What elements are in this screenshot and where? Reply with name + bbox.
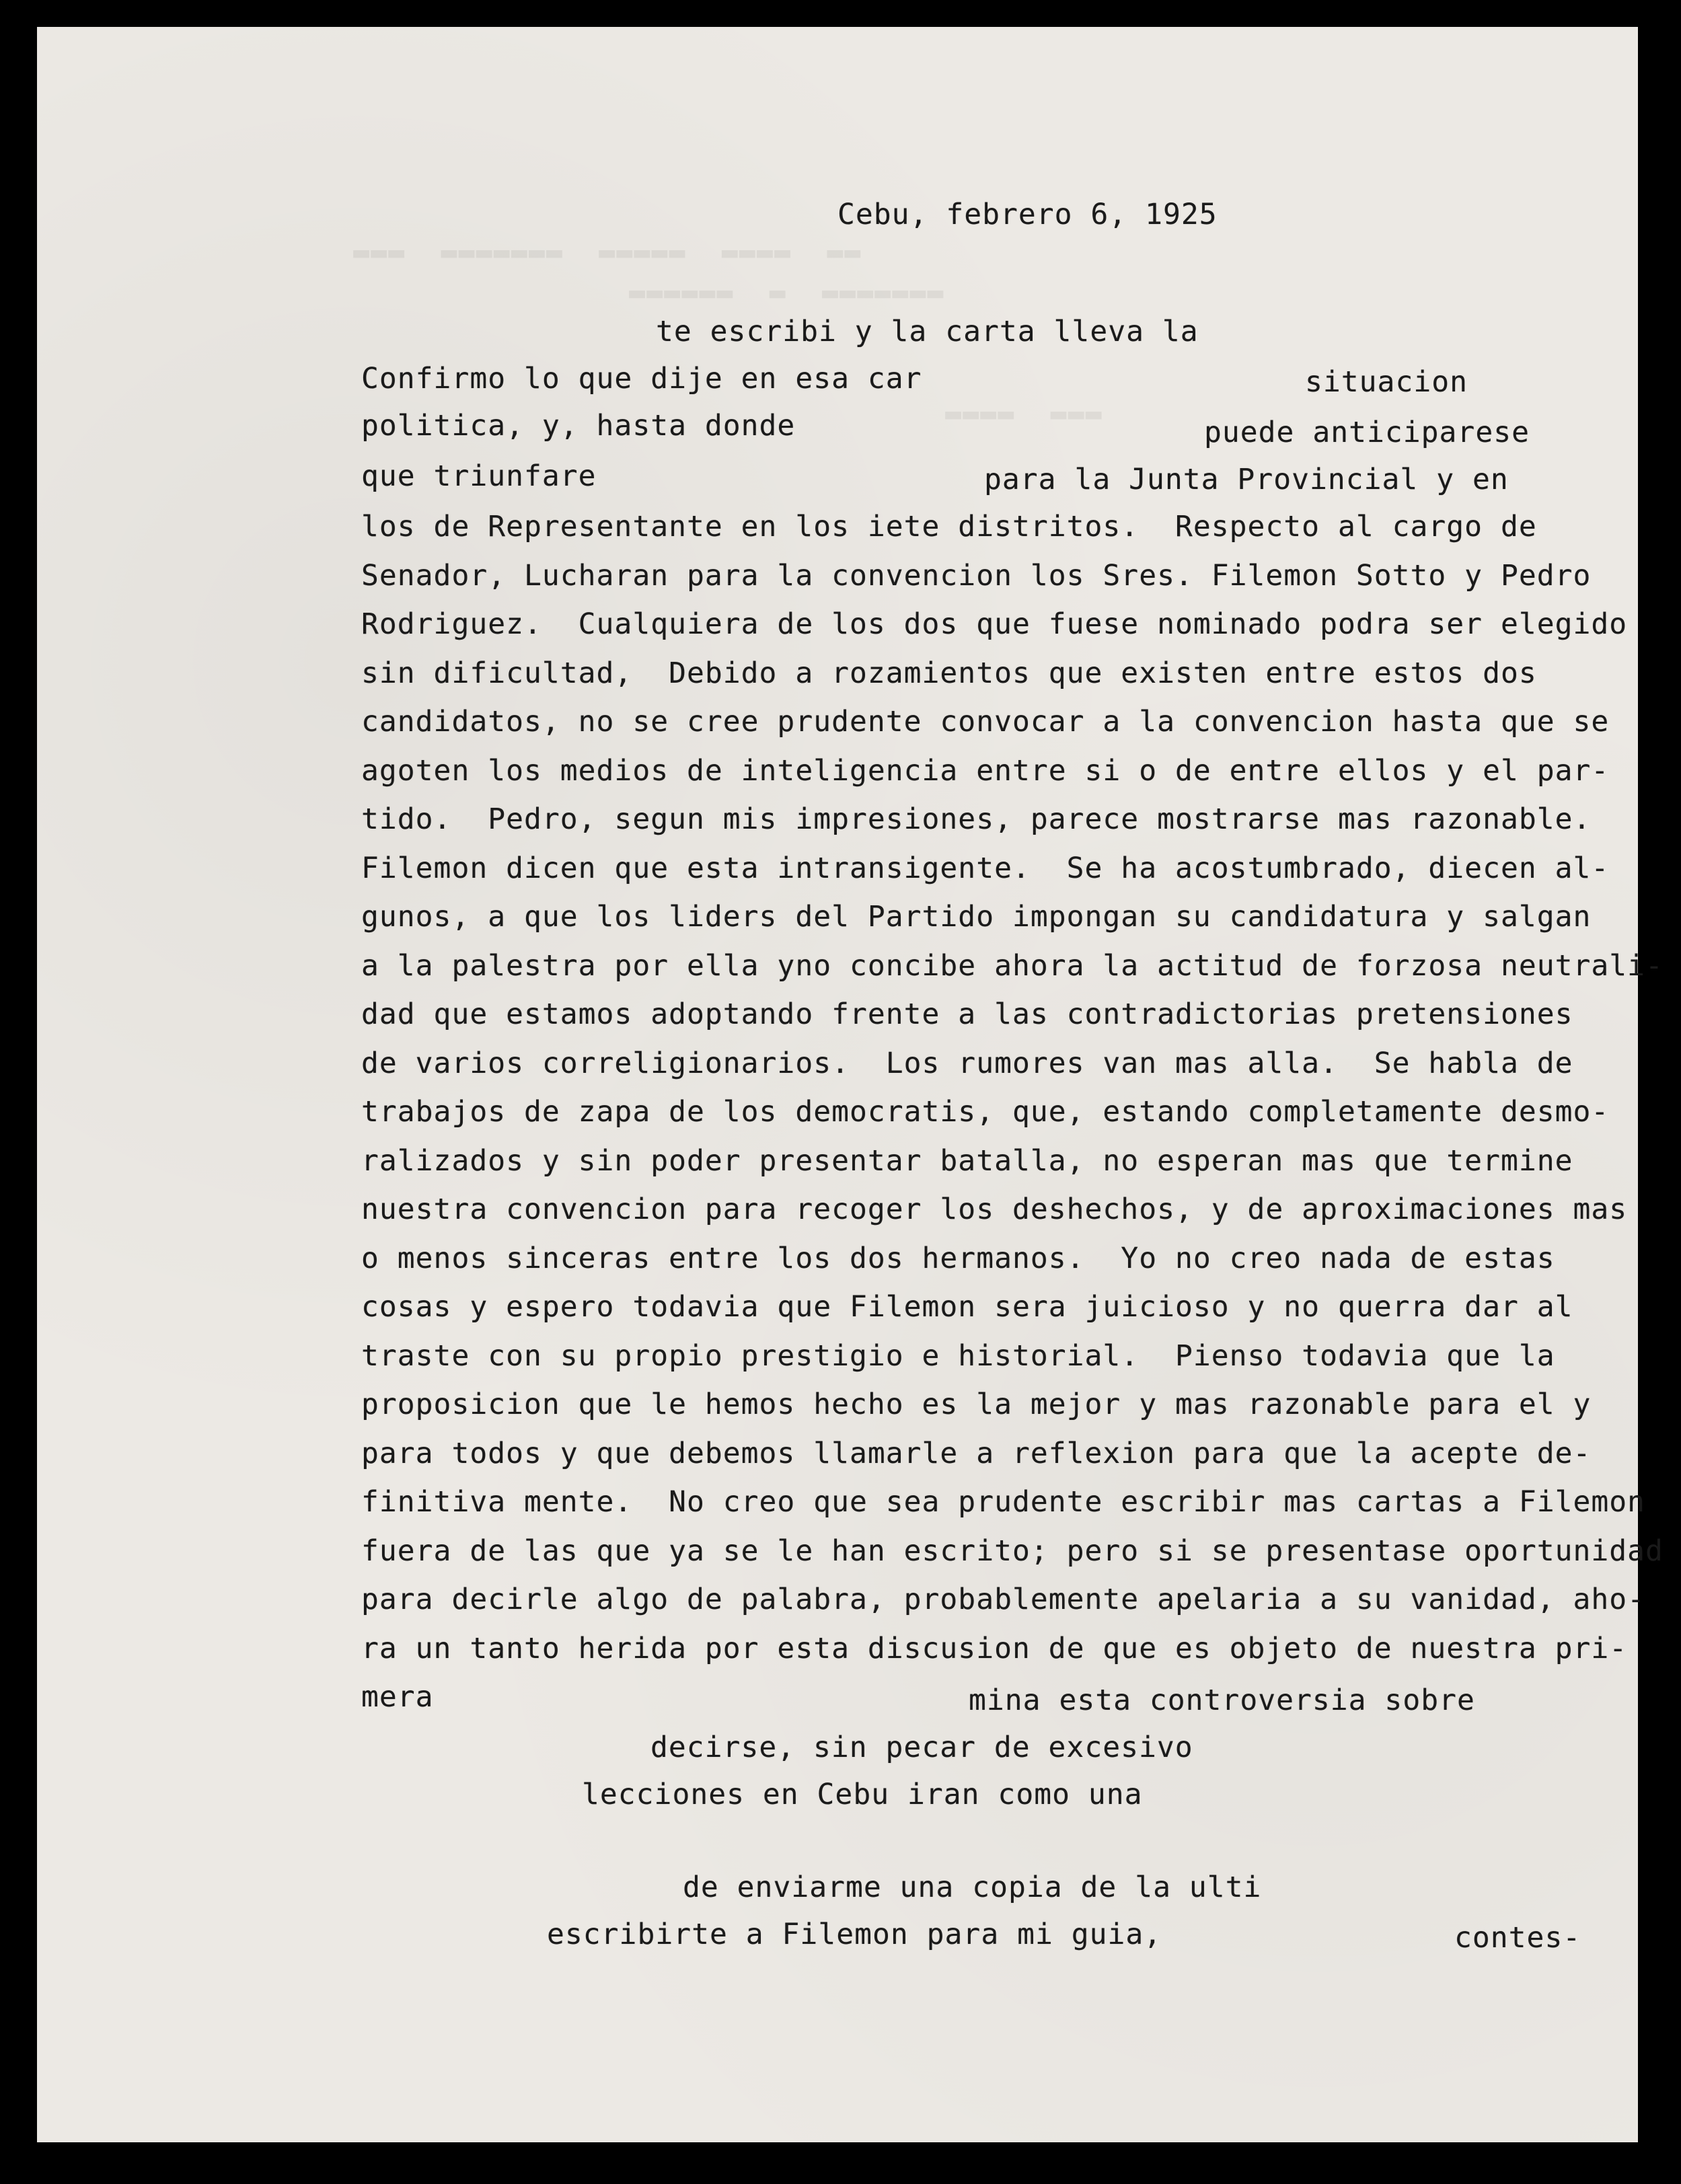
letter-line: puede anticiparese — [1204, 416, 1530, 449]
letter-line: o menos sinceras entre los dos hermanos. Yo no creo nada de estas — [361, 1242, 1555, 1275]
bleed-through-mark: ▬▬▬ ▬▬▬▬▬▬▬ ▬▬▬▬▬ ▬▬▬▬ ▬▬ — [353, 237, 862, 268]
letter-line: candidatos, no se cree prudente convocar a la convencion hasta que se — [361, 705, 1610, 739]
letter-line: nuestra convencion para recoger los deshechos, y de aproximaciones mas — [361, 1193, 1628, 1226]
letter-line: dad que estamos adoptando frente a las contradictorias pretensiones — [361, 997, 1573, 1031]
letter-line: los de Representante en los iete distritos. Respecto al cargo de — [361, 510, 1537, 543]
letter-line: sin dificultad, Debido a rozamientos que existen entre estos dos — [361, 656, 1537, 690]
letter-line: contes- — [1454, 1921, 1581, 1955]
letter-line: traste con su propio prestigio e historial. Pienso todavia que la — [361, 1339, 1555, 1373]
letter-line: escribirte a Filemon para mi guia, — [547, 1918, 1162, 1951]
letter-line: agoten los medios de inteligencia entre si o de entre ellos y el par- — [361, 754, 1610, 788]
letter-line: Confirmo lo que dije en esa car — [361, 362, 922, 396]
letter-line: ralizados y sin poder presentar batalla, no esperan mas que termine — [361, 1144, 1573, 1178]
letter-date: Cebu, febrero 6, 1925 — [837, 198, 1218, 231]
letter-line: cosas y espero todavia que Filemon sera juicioso y no querra dar al — [361, 1290, 1573, 1324]
letter-line: trabajos de zapa de los democratis, que, estando completamente desmo- — [361, 1095, 1610, 1129]
letter-line: decirse, sin pecar de excesivo — [650, 1731, 1193, 1764]
letter-line: finitiva mente. No creo que sea prudente escribir mas cartas a Filemon — [361, 1485, 1646, 1519]
letter-line: de varios correligionarios. Los rumores van mas alla. Se habla de — [361, 1047, 1573, 1080]
bleed-through-mark: ▬▬▬▬ ▬▬▬ — [945, 398, 1103, 429]
letter-line: situacion — [1305, 365, 1468, 399]
letter-line: politica, y, hasta donde — [361, 409, 796, 443]
letter-line: mera — [361, 1680, 434, 1714]
letter-line: Filemon dicen que esta intransigente. Se ha acostumbrado, diecen al- — [361, 852, 1610, 885]
letter-line: Senador, Lucharan para la convencion los Sres. Filemon Sotto y Pedro — [361, 559, 1592, 593]
letter-line: te escribi y la carta lleva la — [656, 315, 1199, 348]
letter-line: que triunfare — [361, 459, 597, 493]
letter-line: fuera de las que ya se le han escrito; pero si se presentase oportunidad — [361, 1534, 1664, 1568]
letter-line: de enviarme una copia de la ulti — [683, 1871, 1262, 1904]
letter-line: lecciones en Cebu iran como una — [582, 1778, 1143, 1811]
letter-line: ra un tanto herida por esta discusion de que es objeto de nuestra pri- — [361, 1632, 1628, 1665]
letter-line: gunos, a que los liders del Partido impongan su candidatura y salgan — [361, 900, 1592, 934]
letter-line: tido. Pedro, segun mis impresiones, parece mostrarse mas razonable. — [361, 802, 1592, 836]
letter-line: Rodriguez. Cualquiera de los dos que fuese nominado podra ser elegido — [361, 607, 1628, 641]
letter-line: para la Junta Provincial y en — [984, 463, 1509, 496]
letter-line: mina esta controversia sobre — [969, 1684, 1475, 1717]
bleed-through-mark: ▬▬▬▬▬▬ ▬ ▬▬▬▬▬▬▬ — [629, 277, 945, 308]
letter-line: proposicion que le hemos hecho es la mejor y mas razonable para el y — [361, 1388, 1592, 1421]
letter-line: para decirle algo de palabra, probablemente apelaria a su vanidad, aho- — [361, 1583, 1646, 1616]
letter-line: a la palestra por ella yno concibe ahora la actitud de forzosa neutrali- — [361, 949, 1664, 983]
letter-line: para todos y que debemos llamarle a reflexion para que la acepte de- — [361, 1437, 1592, 1470]
letter-paper — [37, 27, 1664, 2142]
